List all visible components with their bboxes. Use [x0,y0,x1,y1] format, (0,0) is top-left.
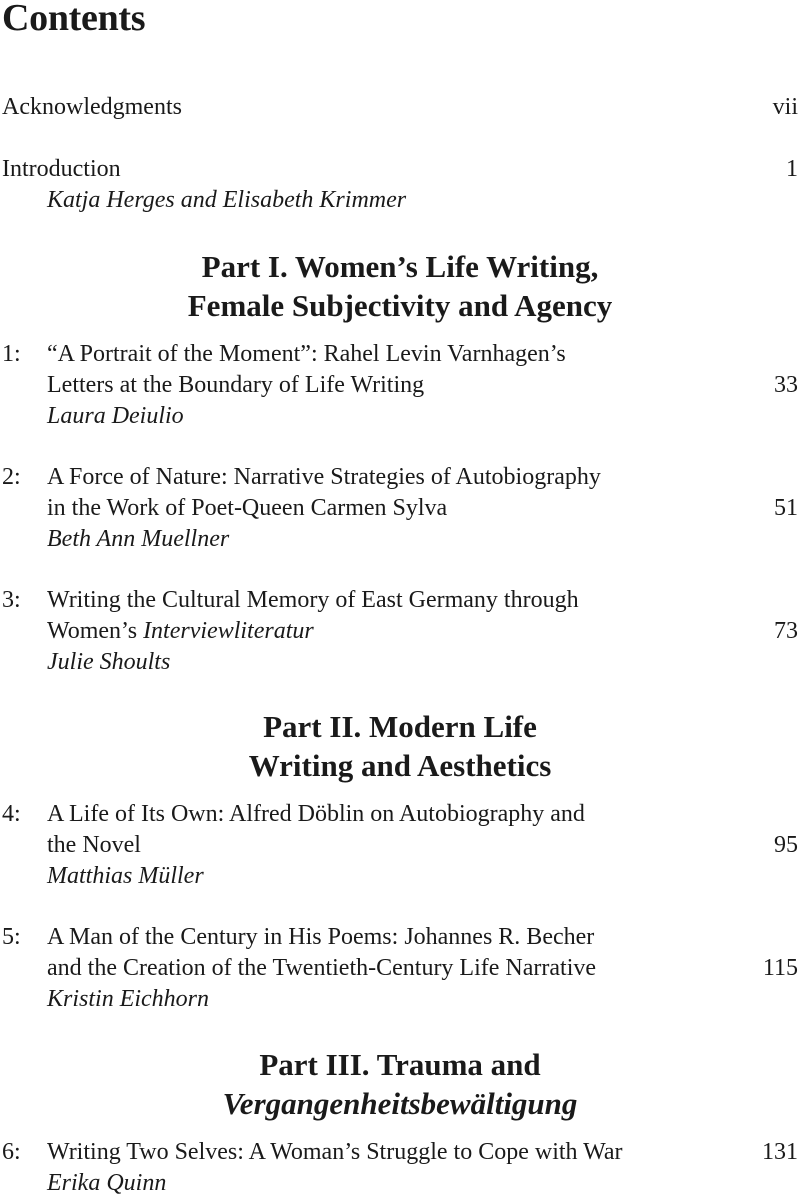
entry-author: Katja Herges and Elisabeth Krimmer [47,187,407,213]
toc-entry-chapter-3[interactable] [0,585,800,678]
entry-title: Writing Two Selves: A Woman’s Struggle to Cope with War [47,1139,623,1165]
chapter-number: 3: [2,587,21,613]
toc-entry-chapter-6[interactable] [0,1137,800,1199]
chapter-number: 4: [2,801,21,827]
entry-title: Letters at the Boundary of Life Writing [47,372,425,398]
entry-page-number: 95 [774,832,798,858]
part-heading-line: Part I. Women’s Life Writing, [201,249,599,284]
entry-title-italic: Interviewliteratur [143,618,314,644]
entry-page-number: 131 [762,1139,798,1165]
entry-title: the Novel [47,832,141,858]
part-heading [0,1045,800,1123]
entry-author: Erika Quinn [47,1170,167,1196]
chapter-number: 2: [2,464,21,490]
toc-entry-chapter-1[interactable] [0,339,800,432]
entry-title: A Life of Its Own: Alfred Döblin on Autobiography and [47,801,585,827]
entry-page-number: 115 [762,955,798,981]
chapter-number: 6: [2,1139,21,1165]
entry-title: “A Portrait of the Moment”: Rahel Levin Varnhagen’s [47,341,566,367]
entry-title-plain: Women’s [47,618,144,644]
entry-author: Beth Ann Muellner [47,526,230,552]
part-heading-line: Part II. Modern Life [263,709,537,744]
toc-entry-acknowledgments[interactable] [0,92,800,123]
entry-author: Kristin Eichhorn [47,986,210,1012]
entry-page-number: 33 [774,372,798,398]
page-title: Contents [2,0,146,39]
entry-title: Introduction [2,156,121,182]
toc-entry-chapter-2[interactable] [0,462,800,555]
part-heading-line: Female Subjectivity and Agency [187,288,613,323]
toc-entry-introduction[interactable] [0,154,800,216]
entry-title: and the Creation of the Twentieth-Century Life Narrative [47,955,597,981]
part-heading-line: Part III. Trauma and [259,1047,541,1082]
entry-author: Julie Shoults [47,649,171,675]
toc-entry-chapter-5[interactable] [0,922,800,1015]
entry-title: Writing the Cultural Memory of East Germany through [47,587,579,613]
part-heading-line: Vergangenheitsbewältigung [222,1086,578,1121]
chapter-number: 5: [2,924,21,950]
entry-author: Laura Deiulio [47,403,184,429]
part-heading-line: Writing and Aesthetics [248,748,552,783]
part-heading [0,707,800,785]
entry-title [47,616,314,647]
entry-page-number: 51 [774,495,798,521]
entry-title: A Man of the Century in His Poems: Johannes R. Becher [47,924,595,950]
entry-author: Matthias Müller [47,863,204,889]
entry-title: A Force of Nature: Narrative Strategies of Autobiography [47,464,601,490]
entry-title: Acknowledgments [2,94,182,120]
entry-title: in the Work of Poet-Queen Carmen Sylva [47,495,448,521]
toc-entry-chapter-4[interactable] [0,799,800,892]
entry-page-number: 1 [786,156,798,182]
entry-page-number: 73 [774,618,798,644]
entry-page-number: vii [772,94,798,120]
chapter-number: 1: [2,341,21,367]
part-heading [0,247,800,325]
